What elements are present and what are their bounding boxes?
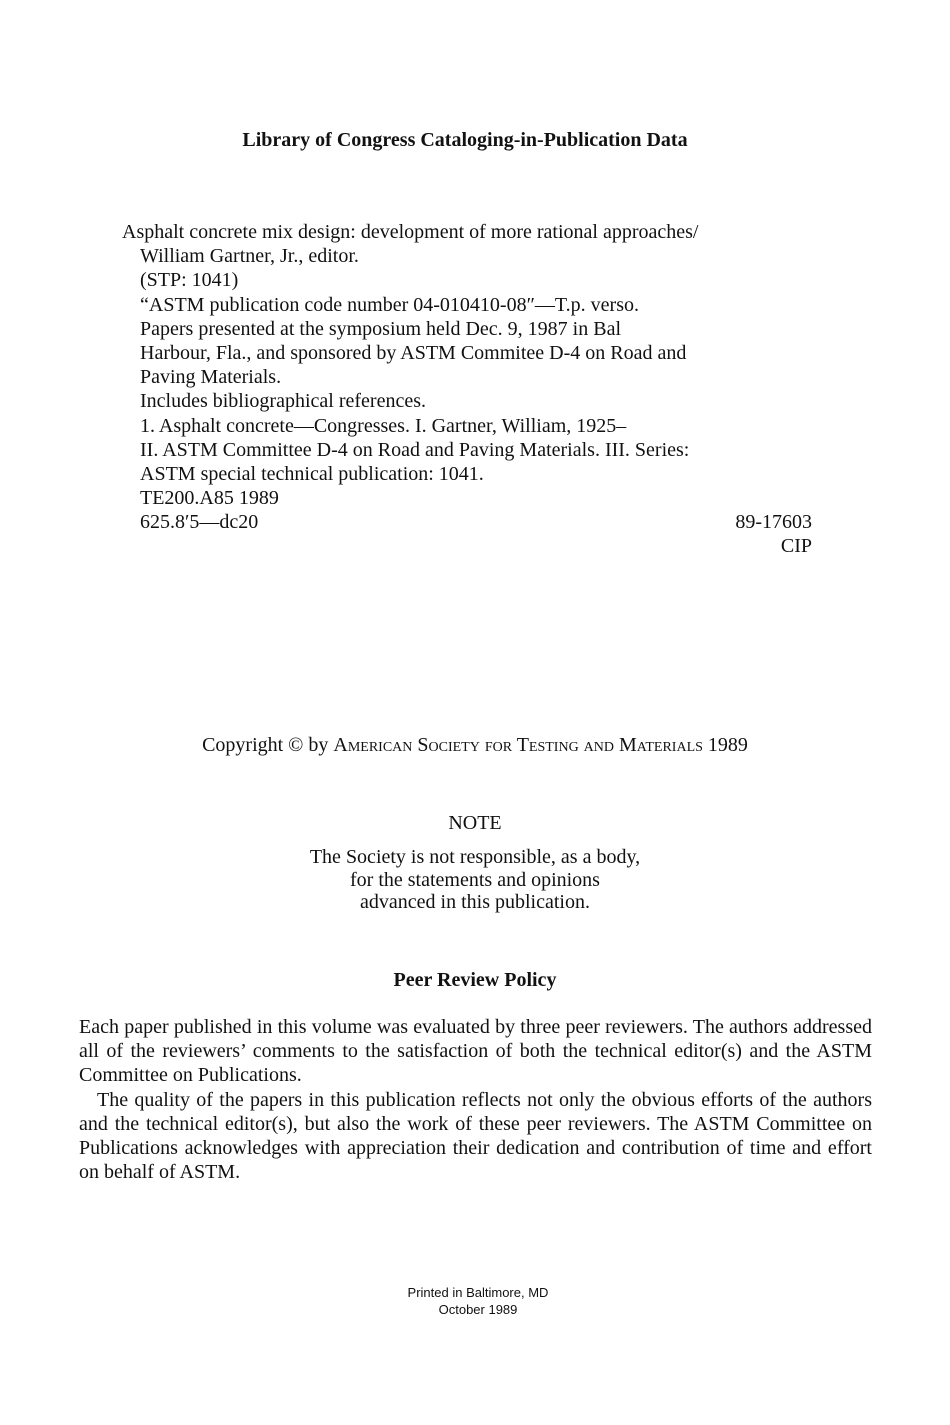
peer-review-paragraph: Each paper published in this volume was evaluated by three peer reviewers. The authors addressed all of the reviewers’ comments to the satisfaction of both the technical editor(s) and the ASTM Committee on Publications.: [79, 1016, 872, 1087]
peer-review-body: [79, 1015, 872, 1184]
cip-label: CIP: [780, 535, 812, 558]
peer-review-title: Peer Review Policy: [393, 969, 557, 991]
cip-line: Papers presented at the symposium held Dec. 9, 1987 in Bal: [140, 317, 622, 340]
copyright-publisher: American Society for Testing and Materials: [333, 734, 703, 756]
cip-line: 1. Asphalt concrete—Congresses. I. Gartner, William, 1925–: [140, 414, 627, 437]
lccn-number: 89-17603: [735, 511, 812, 534]
cip-line: “ASTM publication code number 04-010410-08″—T.p. verso.: [140, 293, 639, 316]
note-line: for the statements and opinions: [350, 868, 600, 891]
printed-date: October 1989: [438, 1302, 518, 1317]
printed-location: Printed in Baltimore, MD: [407, 1285, 549, 1300]
copyright-year: 1989: [702, 734, 748, 756]
copyright-line: [0, 732, 950, 758]
cip-line-cip-label: [122, 534, 822, 558]
cip-line: William Gartner, Jr., editor.: [140, 245, 359, 268]
dewey-number: 625.8′5—dc20: [140, 511, 259, 534]
cip-line: (STP: 1041): [140, 269, 239, 292]
note-line: advanced in this publication.: [360, 891, 590, 913]
cip-line: II. ASTM Committee D-4 on Road and Paving Materials. III. Series:: [140, 438, 690, 461]
cip-line-classification: [122, 510, 822, 534]
cip-record: [122, 220, 822, 559]
cip-line: Paving Materials.: [140, 366, 282, 389]
cip-line: Includes bibliographical references.: [140, 390, 426, 413]
cip-line: ASTM special technical publication: 1041.: [140, 462, 484, 485]
note-line: The Society is not responsible, as a body,: [309, 846, 641, 868]
note-body: [0, 846, 950, 914]
cip-line: TE200.A85 1989: [140, 487, 279, 510]
cip-line: Asphalt concrete mix design: development of more rational approaches/: [122, 221, 699, 243]
note-title: NOTE: [448, 812, 502, 834]
cip-heading: Library of Congress Cataloging-in-Publication Data: [242, 129, 688, 151]
cip-line: Harbour, Fla., and sponsored by ASTM Commitee D-4 on Road and: [140, 341, 687, 364]
imprint: [0, 1284, 950, 1318]
peer-review-paragraph: The quality of the papers in this publication reflects not only the obvious efforts of the authors and the technical editor(s), but also the work of these peer reviewers. The ASTM Committee on Publications acknowledges with appreciation their dedication and contribution of time and effort on behalf of ASTM.: [79, 1088, 872, 1184]
copyright-prefix: Copyright © by: [202, 734, 334, 756]
